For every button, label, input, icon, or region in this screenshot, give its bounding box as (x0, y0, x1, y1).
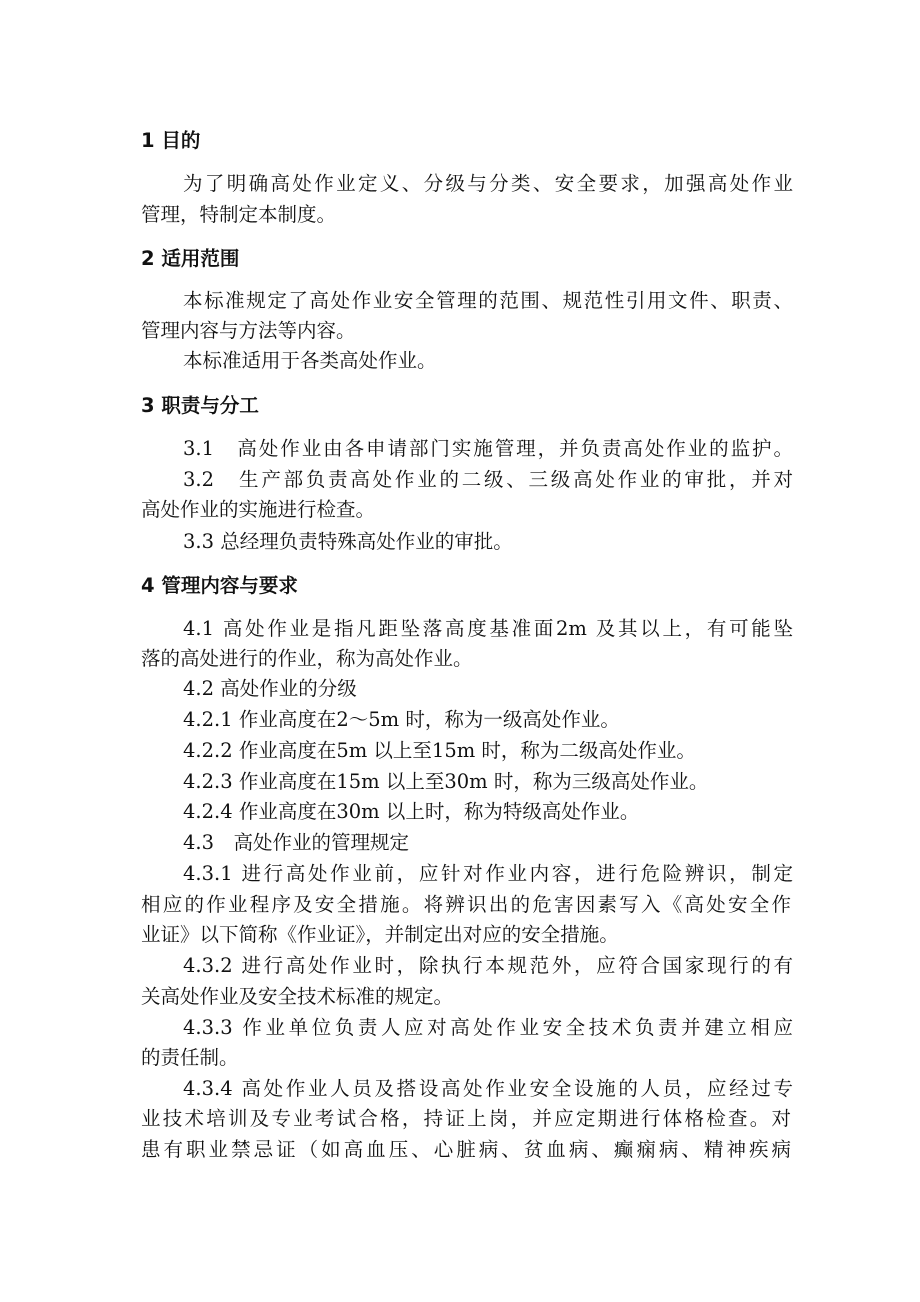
paragraph-line: 为了明确高处作业定义、分级与分类、安全要求，加强高处作业 (183, 172, 793, 195)
clause-3-3: 3.3 总经理负责特殊高处作业的审批。 (183, 530, 513, 553)
clause-4-2-4: 4.2.4 作业高度在30m 以上时，称为特级高处作业。 (183, 800, 640, 823)
clause-4-1-cont: 落的高处进行的作业，称为高处作业。 (141, 647, 473, 670)
paragraph-line: 本标准适用于各类高处作业。 (183, 349, 437, 372)
section-heading-management: 4 管理内容与要求 (141, 574, 298, 597)
section-heading-purpose: 1 目的 (141, 129, 201, 152)
section-heading-responsibilities: 3 职责与分工 (141, 394, 259, 417)
clause-4-3-4-cont: 业技术培训及专业考试合格，持证上岗，并应定期进行体格检查。对 (141, 1107, 791, 1130)
paragraph-line: 管理内容与方法等内容。 (141, 319, 356, 342)
clause-3-1: 3.1 高处作业由各申请部门实施管理，并负责高处作业的监护。 (183, 437, 793, 460)
clause-4-2: 4.2 高处作业的分级 (183, 677, 357, 700)
paragraph-line: 本标准规定了高处作业安全管理的范围、规范性引用文件、职责、 (183, 289, 793, 312)
section-heading-scope: 2 适用范围 (141, 247, 240, 270)
clause-4-3-2-cont: 关高处作业及安全技术标准的规定。 (141, 985, 454, 1008)
clause-4-3-1: 4.3.1 进行高处作业前，应针对作业内容，进行危险辨识，制定 (183, 862, 793, 885)
clause-4-1: 4.1 高处作业是指凡距坠落高度基准面2m 及其以上，有可能坠 (183, 617, 793, 640)
clause-4-3-4-cont: 患有职业禁忌证（如高血压、心脏病、贫血病、癫痫病、精神疾病 (141, 1138, 791, 1161)
clause-3-2-cont: 高处作业的实施进行检查。 (141, 498, 376, 521)
clause-4-2-3: 4.2.3 作业高度在15m 以上至30m 时，称为三级高处作业。 (183, 770, 709, 793)
clause-4-3-1-cont: 业证》以下简称《作业证》，并制定出对应的安全措施。 (141, 923, 619, 946)
clause-4-3-3: 4.3.3 作业单位负责人应对高处作业安全技术负责并建立相应 (183, 1016, 793, 1039)
paragraph-line: 管理，特制定本制度。 (141, 203, 337, 226)
clause-4-3-3-cont: 的责任制。 (141, 1046, 239, 1069)
clause-3-2: 3.2 生产部负责高处作业的二级、三级高处作业的审批，并对 (183, 468, 793, 491)
clause-4-3-1-cont: 相应的作业程序及安全措施。将辨识出的危害因素写入《高处安全作 (141, 893, 791, 916)
clause-4-2-2: 4.2.2 作业高度在5m 以上至15m 时，称为二级高处作业。 (183, 739, 696, 762)
clause-4-3-2: 4.3.2 进行高处作业时，除执行本规范外，应符合国家现行的有 (183, 954, 793, 977)
clause-4-3: 4.3 高处作业的管理规定 (183, 831, 410, 854)
clause-4-2-1: 4.2.1 作业高度在2～5m 时，称为一级高处作业。 (183, 708, 620, 731)
clause-4-3-4: 4.3.4 高处作业人员及搭设高处作业安全设施的人员，应经过专 (183, 1077, 793, 1100)
